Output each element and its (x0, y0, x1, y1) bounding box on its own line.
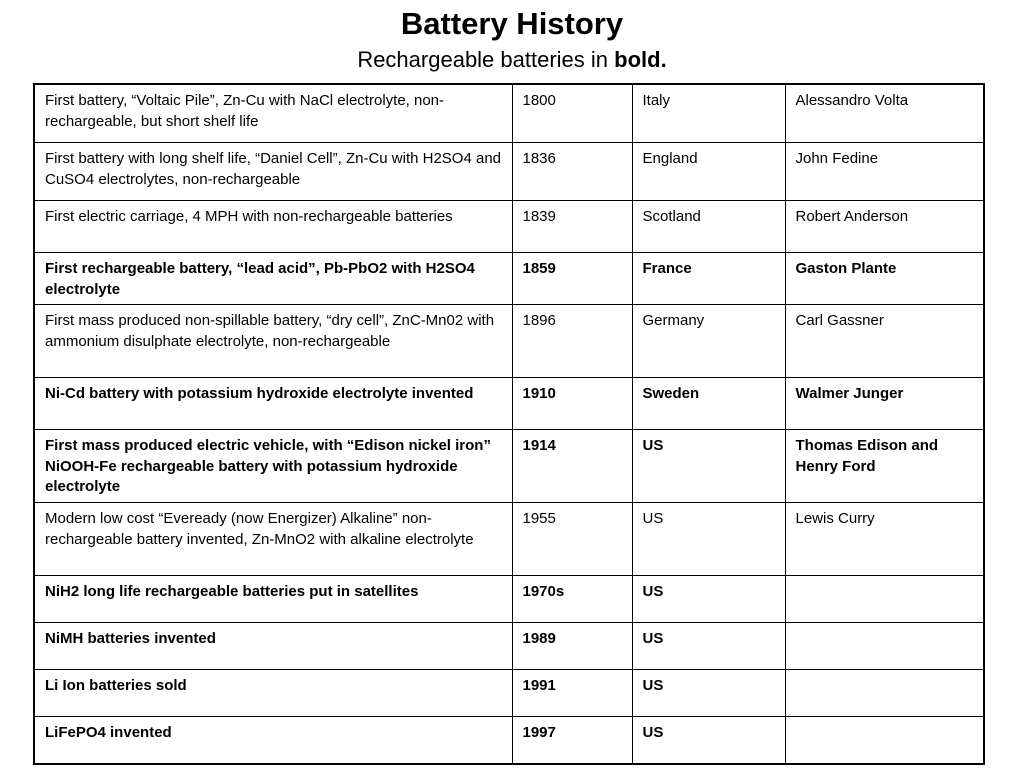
country-cell: US (632, 576, 785, 623)
slide-subtitle (0, 46, 1024, 74)
country-cell: England (632, 143, 785, 201)
year-cell: 1896 (512, 305, 632, 378)
year-cell: 1914 (512, 430, 632, 503)
table-row (34, 430, 984, 503)
table-row (34, 143, 984, 201)
table-row (34, 201, 984, 253)
table-row (34, 84, 984, 143)
year-cell: 1859 (512, 253, 632, 305)
inventor-cell: Walmer Junger (785, 378, 984, 430)
inventor-cell (785, 576, 984, 623)
year-cell: 1997 (512, 717, 632, 765)
table-row (34, 378, 984, 430)
event-cell: First battery with long shelf life, “Daniel Cell”, Zn-Cu with H2SO4 and CuSO4 electrolytes, non-rechargeable (34, 143, 512, 201)
inventor-cell: Alessandro Volta (785, 84, 984, 143)
country-cell: France (632, 253, 785, 305)
year-cell: 1989 (512, 623, 632, 670)
event-cell: LiFePO4 invented (34, 717, 512, 765)
year-cell: 1839 (512, 201, 632, 253)
table-row (34, 305, 984, 378)
event-cell: Li Ion batteries sold (34, 670, 512, 717)
country-cell: Sweden (632, 378, 785, 430)
subtitle-text: Rechargeable batteries in (357, 47, 615, 72)
year-cell: 1910 (512, 378, 632, 430)
table-body (34, 84, 984, 764)
event-cell: NiMH batteries invented (34, 623, 512, 670)
country-cell: Italy (632, 84, 785, 143)
subtitle-bold-text: bold. (614, 47, 667, 72)
event-cell: Modern low cost “Eveready (now Energizer) Alkaline” non-rechargeable battery invented, Zn-MnO2 with alkaline electrolyte (34, 503, 512, 576)
inventor-cell: Carl Gassner (785, 305, 984, 378)
year-cell: 1955 (512, 503, 632, 576)
inventor-cell: Robert Anderson (785, 201, 984, 253)
event-cell: First battery, “Voltaic Pile”, Zn-Cu with NaCl electrolyte, non-rechargeable, but short shelf life (34, 84, 512, 143)
country-cell: Germany (632, 305, 785, 378)
year-cell: 1991 (512, 670, 632, 717)
inventor-cell (785, 670, 984, 717)
battery-history-table (33, 83, 985, 765)
country-cell: US (632, 430, 785, 503)
event-cell: First electric carriage, 4 MPH with non-rechargeable batteries (34, 201, 512, 253)
event-cell: First mass produced electric vehicle, with “Edison nickel iron” NiOOH-Fe rechargeable battery with potassium hydroxide electrolyte (34, 430, 512, 503)
table-row (34, 253, 984, 305)
inventor-cell: Lewis Curry (785, 503, 984, 576)
country-cell: US (632, 717, 785, 765)
event-cell: Ni-Cd battery with potassium hydroxide electrolyte invented (34, 378, 512, 430)
table-row (34, 576, 984, 623)
year-cell: 1800 (512, 84, 632, 143)
country-cell: US (632, 503, 785, 576)
inventor-cell (785, 717, 984, 765)
country-cell: US (632, 623, 785, 670)
event-cell: First mass produced non-spillable battery, “dry cell”, ZnC-Mn02 with ammonium disulphate electrolyte, non-rechargeable (34, 305, 512, 378)
event-cell: NiH2 long life rechargeable batteries put in satellites (34, 576, 512, 623)
inventor-cell: Thomas Edison and Henry Ford (785, 430, 984, 503)
inventor-cell (785, 623, 984, 670)
country-cell: US (632, 670, 785, 717)
year-cell: 1970s (512, 576, 632, 623)
year-cell: 1836 (512, 143, 632, 201)
slide-title: Battery History (400, 6, 624, 41)
inventor-cell: John Fedine (785, 143, 984, 201)
table-row (34, 717, 984, 765)
table-row (34, 503, 984, 576)
table-row (34, 623, 984, 670)
country-cell: Scotland (632, 201, 785, 253)
inventor-cell: Gaston Plante (785, 253, 984, 305)
event-cell: First rechargeable battery, “lead acid”, Pb-PbO2 with H2SO4 electrolyte (34, 253, 512, 305)
table-row (34, 670, 984, 717)
